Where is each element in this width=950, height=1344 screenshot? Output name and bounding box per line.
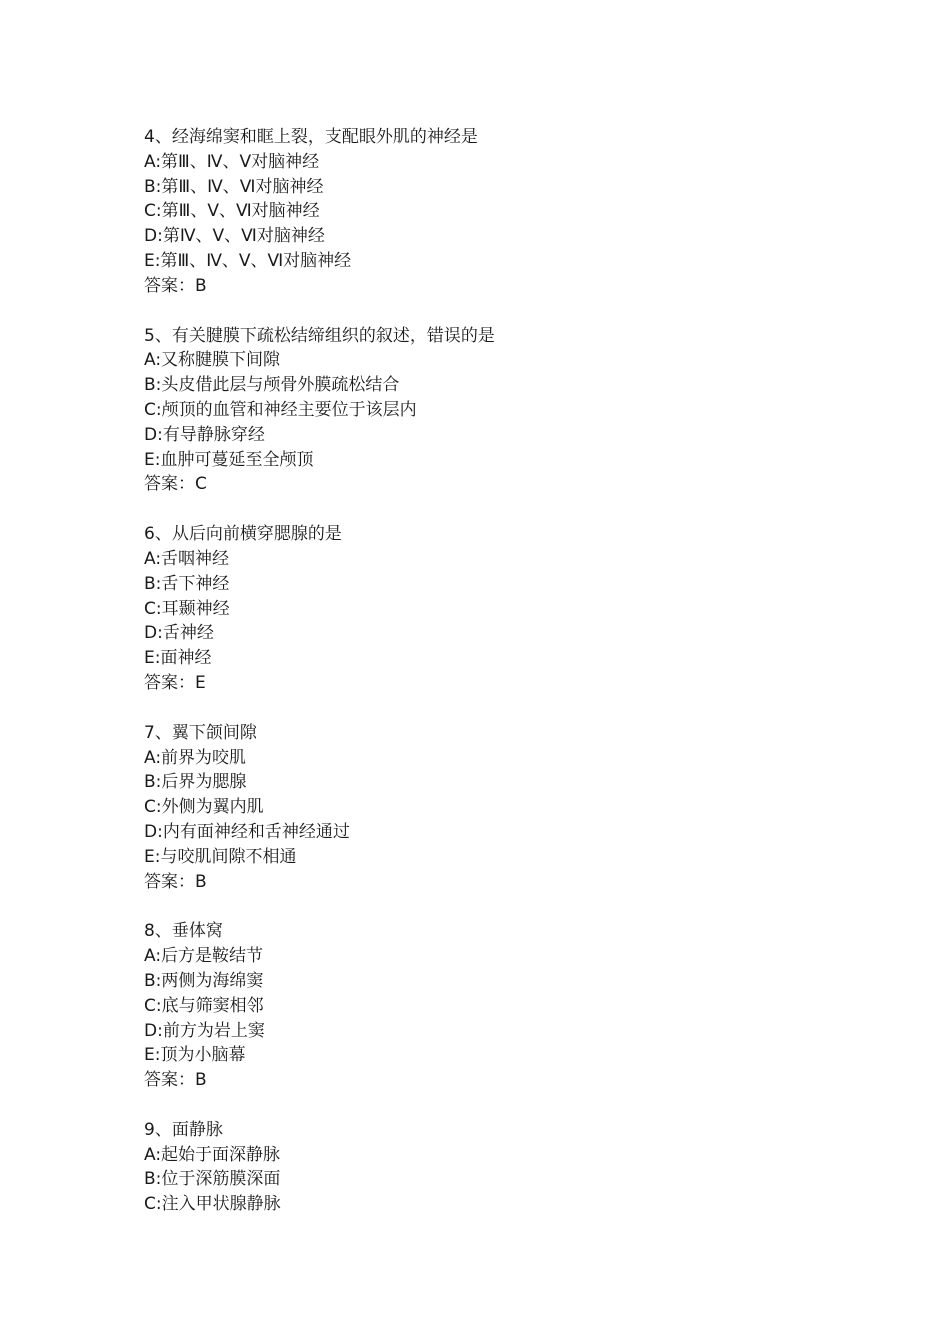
- answer-line: 答案：B: [144, 275, 207, 296]
- option-a: A:第Ⅲ、Ⅳ、Ⅴ对脑神经: [144, 151, 320, 172]
- answer-line: 答案：B: [144, 1070, 207, 1091]
- option-a: A:后方是鞍结节: [144, 946, 264, 967]
- option-a: A:舌咽神经: [144, 548, 230, 569]
- option-c: C:底与筛窦相邻: [144, 995, 264, 1016]
- option-e: E:与咬肌间隙不相通: [144, 846, 297, 867]
- option-d: D:有导静脉穿经: [144, 424, 265, 445]
- question-7: [144, 721, 864, 895]
- option-a: A:前界为咬肌: [144, 747, 247, 768]
- option-b: B:后界为腮腺: [144, 772, 247, 793]
- answer-line: 答案：C: [144, 474, 207, 495]
- question-stem: 5、有关腱膜下疏松结缔组织的叙述，错误的是: [144, 325, 495, 346]
- option-b: B:第Ⅲ、Ⅳ、Ⅵ对脑神经: [144, 176, 324, 197]
- option-c: C:颅顶的血管和神经主要位于该层内: [144, 399, 417, 420]
- option-a: A:又称腱膜下间隙: [144, 350, 281, 371]
- option-c: C:耳颞神经: [144, 598, 230, 619]
- answer-line: 答案：B: [144, 871, 207, 892]
- option-b: B:位于深筋膜深面: [144, 1169, 281, 1190]
- option-e: E:第Ⅲ、Ⅳ、Ⅴ、Ⅵ对脑神经: [144, 250, 352, 271]
- question-stem: 8、垂体窝: [144, 921, 223, 942]
- question-stem: 7、翼下颌间隙: [144, 722, 257, 743]
- option-d: D:第Ⅳ、Ⅴ、Ⅵ对脑神经: [144, 226, 325, 247]
- option-c: C:注入甲状腺静脉: [144, 1194, 281, 1215]
- document-page: [144, 125, 864, 1242]
- option-c: C:外侧为翼内肌: [144, 797, 264, 818]
- question-6: [144, 522, 864, 696]
- option-e: E:血肿可蔓延至全颅顶: [144, 449, 314, 470]
- option-d: D:舌神经: [144, 623, 214, 644]
- option-c: C:第Ⅲ、Ⅴ、Ⅵ对脑神经: [144, 201, 320, 222]
- answer-line: 答案：E: [144, 672, 206, 693]
- option-d: D:内有面神经和舌神经通过: [144, 821, 350, 842]
- question-9: [144, 1118, 864, 1217]
- question-stem: 6、从后向前横穿腮腺的是: [144, 524, 342, 545]
- option-b: B:头皮借此层与颅骨外膜疏松结合: [144, 375, 400, 396]
- option-e: E:顶为小脑幕: [144, 1045, 246, 1066]
- option-e: E:面神经: [144, 648, 212, 669]
- question-4: [144, 125, 864, 299]
- option-d: D:前方为岩上窦: [144, 1020, 265, 1041]
- option-a: A:起始于面深静脉: [144, 1144, 281, 1165]
- question-stem: 4、经海绵窦和眶上裂，支配眼外肌的神经是: [144, 127, 478, 147]
- question-stem: 9、面静脉: [144, 1119, 223, 1140]
- option-b: B:舌下神经: [144, 573, 230, 594]
- option-b: B:两侧为海绵窦: [144, 970, 264, 991]
- question-5: [144, 324, 864, 498]
- question-8: [144, 919, 864, 1093]
